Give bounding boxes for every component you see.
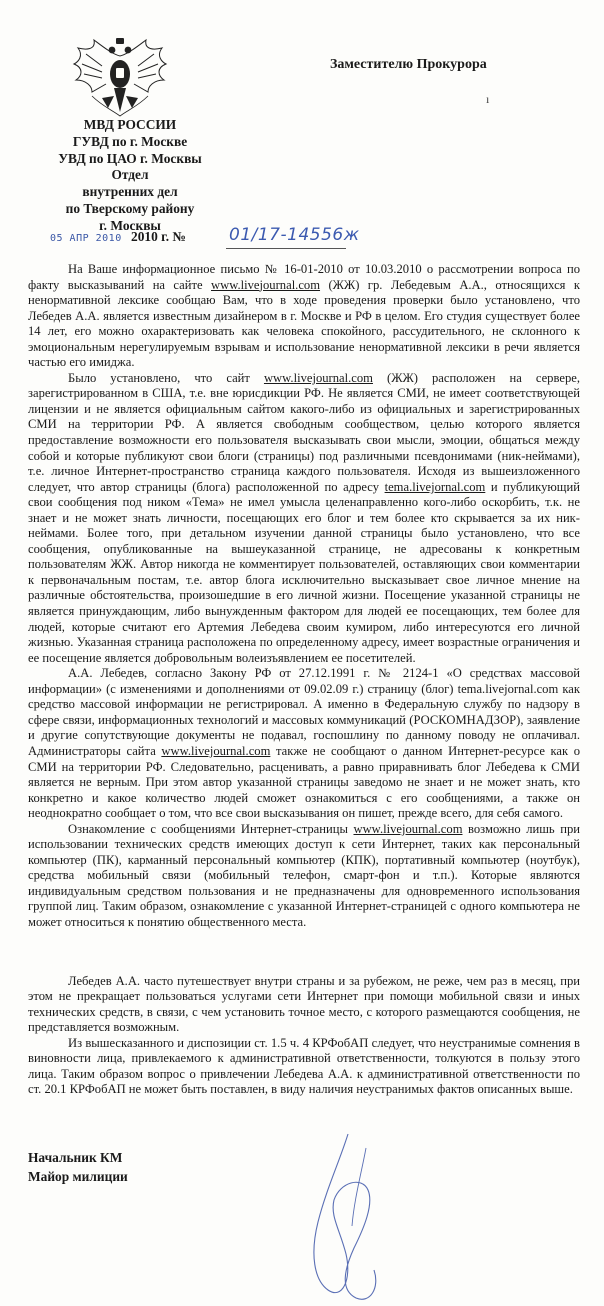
- paragraph-2: Было установлено, что сайт www.livejournal.com (ЖЖ) расположен на сервере, зарегистрированном в США, т.е. вне юрисдикции РФ. Не является СМИ, не имеет соответствующей лицензии и не является официальным сайтом какого-либо из официальных и зарегистрированных СМИ на территории РФ. А является свободным сообществом, целью которого является предоставление возможности его пользователя высказывать свои мысли, эмоции, общаться между собой и которые публикуют свои блоги (страницы) под различными псевдонимами (ник-неймами), т.е. личное Интернет-пространство страница каждого пользователя. Исходя из вышеизложенного следует, что автор страницы (блога) расположенной по адресу tema.livejornal.com и публикующий свои сообщения под ником «Тема» не имел умысла целенаправленно кого-либо оскорбить, т.к. не знает и не может знать личности, посещающих его блог и тем более кто скрывается за их ник-неймами. Более того, при детальном изучении данной страницы было установлено, что все сообщения, опубликованные на вышеуказанной странице, не адресованы к конкретным пользователям ЖЖ. Автор никогда не комментирует пользователей, оставляющих свои комментарии к первоначальным постам, т.е. автор блога исключительно высказывает свое личное мнение на различные обстоятельства, произошедшие в его личной жизни. Посещение указанной страницы не является принуждающим, либо вынужденным фактором для людей ее посещающих, тем более для людей, которые считают его Артемия Лебедева своим кумиром, либо интересуются его личной жизнью. Указанная страница расположена по определенному адресу, имеет возрастные ограничения и ее посещение является добровольным волеизъявлением ее посетителей.: [28, 370, 580, 665]
- date-label: 2010 г. №: [131, 229, 186, 244]
- org-line: г. Москвы: [99, 217, 161, 233]
- handwritten-signature-icon: [270, 1130, 420, 1305]
- org-line: Отдел: [111, 167, 149, 183]
- paragraph-3: А.А. Лебедев, согласно Закону РФ от 27.12.1991 г. № 2124-1 «О средствах массовой информации» (с изменениями и дополнениями от 09.02.09 г.) страницу (блог) tema.livejornal.com как средство массовой информации не регистрировал. А именно в Федеральную службу по надзору в сфере связи, информационных технологий и массовых коммуникаций (РОСКОМНАДЗОР), заявление и другие сопутствующие документы не подавал, госпошлину по данному поводу не оплачивал. Администраторы сайта www.livejournal.com также не сообщают о данном Интернет-ресурсе как о СМИ на территории РФ. Следовательно, расценивать, а равно приравнивать блог Лебедева к СМИ является не верным. При этом автор указанной страницы заведомо не знает и не может знать, кто конкретно и какое количество людей сможет ознакомиться с его сообщениями, а также он неоднократно сообщает о том, что все свои высказывания он пишет, прежде всего, для себя самого.: [28, 666, 580, 821]
- signature-block: [28, 1148, 128, 1186]
- paragraph-1: На Ваше информационное письмо № 16-01-2010 от 10.03.2010 о рассмотрении вопроса по факту высказываний на сайте www.livejournal.com (ЖЖ) гр. Лебедевым А.А., относящихся к ненормативной лексике сообщаю Вам, что в ходе проведения проверки было установлено, что Лебедев А.А. является известным дизайнером в г. Москве и РФ в целом. Его студия существует более 14 лет, его можно охарактеризовать как человека спокойного, рассудительного, не склонного к эмоциональным нерегулируемым взрывам и использование ненормативной лексики в речи является частью его имиджа.: [28, 262, 581, 370]
- tema-blog-link: tema.livejornal.com: [384, 479, 486, 494]
- livejournal-link: www.livejournal.com: [161, 743, 271, 758]
- paragraph-6: Из вышесказанного и диспозиции ст. 1.5 ч. 4 КРФобАП следует, что неустранимые сомнения в виновности лица, привлекаемого к административной ответственности, толкуются в пользу этого лица. Таким образом вопрос о привлечении Лебедева А.А. к административной ответственности по ст. 20.1 КРФобАП не может быть поставлен, в виду наличия неустранимых фактов описанных выше.: [28, 1035, 580, 1097]
- livejournal-link: www.livejournal.com: [211, 277, 321, 292]
- addressee: Заместителю Прокурора: [330, 57, 487, 72]
- margin-mark: ı: [486, 92, 490, 106]
- org-line: по Тверскому району: [65, 200, 195, 216]
- double-headed-eagle-emblem-icon: [72, 36, 168, 120]
- org-line: ГУВД по г. Москве: [72, 133, 188, 149]
- signatory-title: Начальник КМ: [28, 1150, 123, 1165]
- letter-body: [28, 262, 580, 1098]
- paragraph-5: Лебедев А.А. часто путешествует внутри страны и за рубежом, не реже, чем раз в месяц, при этом не прекращает пользоваться услугами сети Интернет при помощи мобильной связи и иных технических средств, в связи, с чем установить точное место, с которого размещаются сообщения, не представляется возможным.: [28, 973, 580, 1035]
- org-line: УВД по ЦАО г. Москвы: [58, 150, 202, 166]
- date-stamp: 05 АПР 2010: [50, 233, 122, 244]
- issuing-organization: [30, 117, 230, 235]
- org-line: МВД РОССИИ: [83, 117, 177, 132]
- org-line: внутренних дел: [82, 184, 178, 200]
- underline: [226, 248, 346, 249]
- livejournal-link: www.livejournal.com: [353, 821, 463, 836]
- registration-number: 01/17-14556ж: [229, 225, 360, 245]
- paragraph-4: Ознакомление с сообщениями Интернет-страницы www.livejournal.com возможно лишь при использовании технических средств имеющих доступ к сети Интернет, таких как персональный компьютер (ПК), карманный персональный компьютер (КПК), портативный компьютер (ноутбук), средства мобильный связи (мобильный телефон, смарт-фон и т.п.). Которые являются индивидуальным средством пользования и не предназначены для одновременного использования группой лиц. Таким образом, ознакомление с указанной Интернет-страницей с одного компьютера не может относиться к понятию общественного места.: [28, 821, 580, 929]
- signatory-rank: Майор милиции: [28, 1169, 128, 1184]
- livejournal-link: www.livejournal.com: [263, 370, 373, 385]
